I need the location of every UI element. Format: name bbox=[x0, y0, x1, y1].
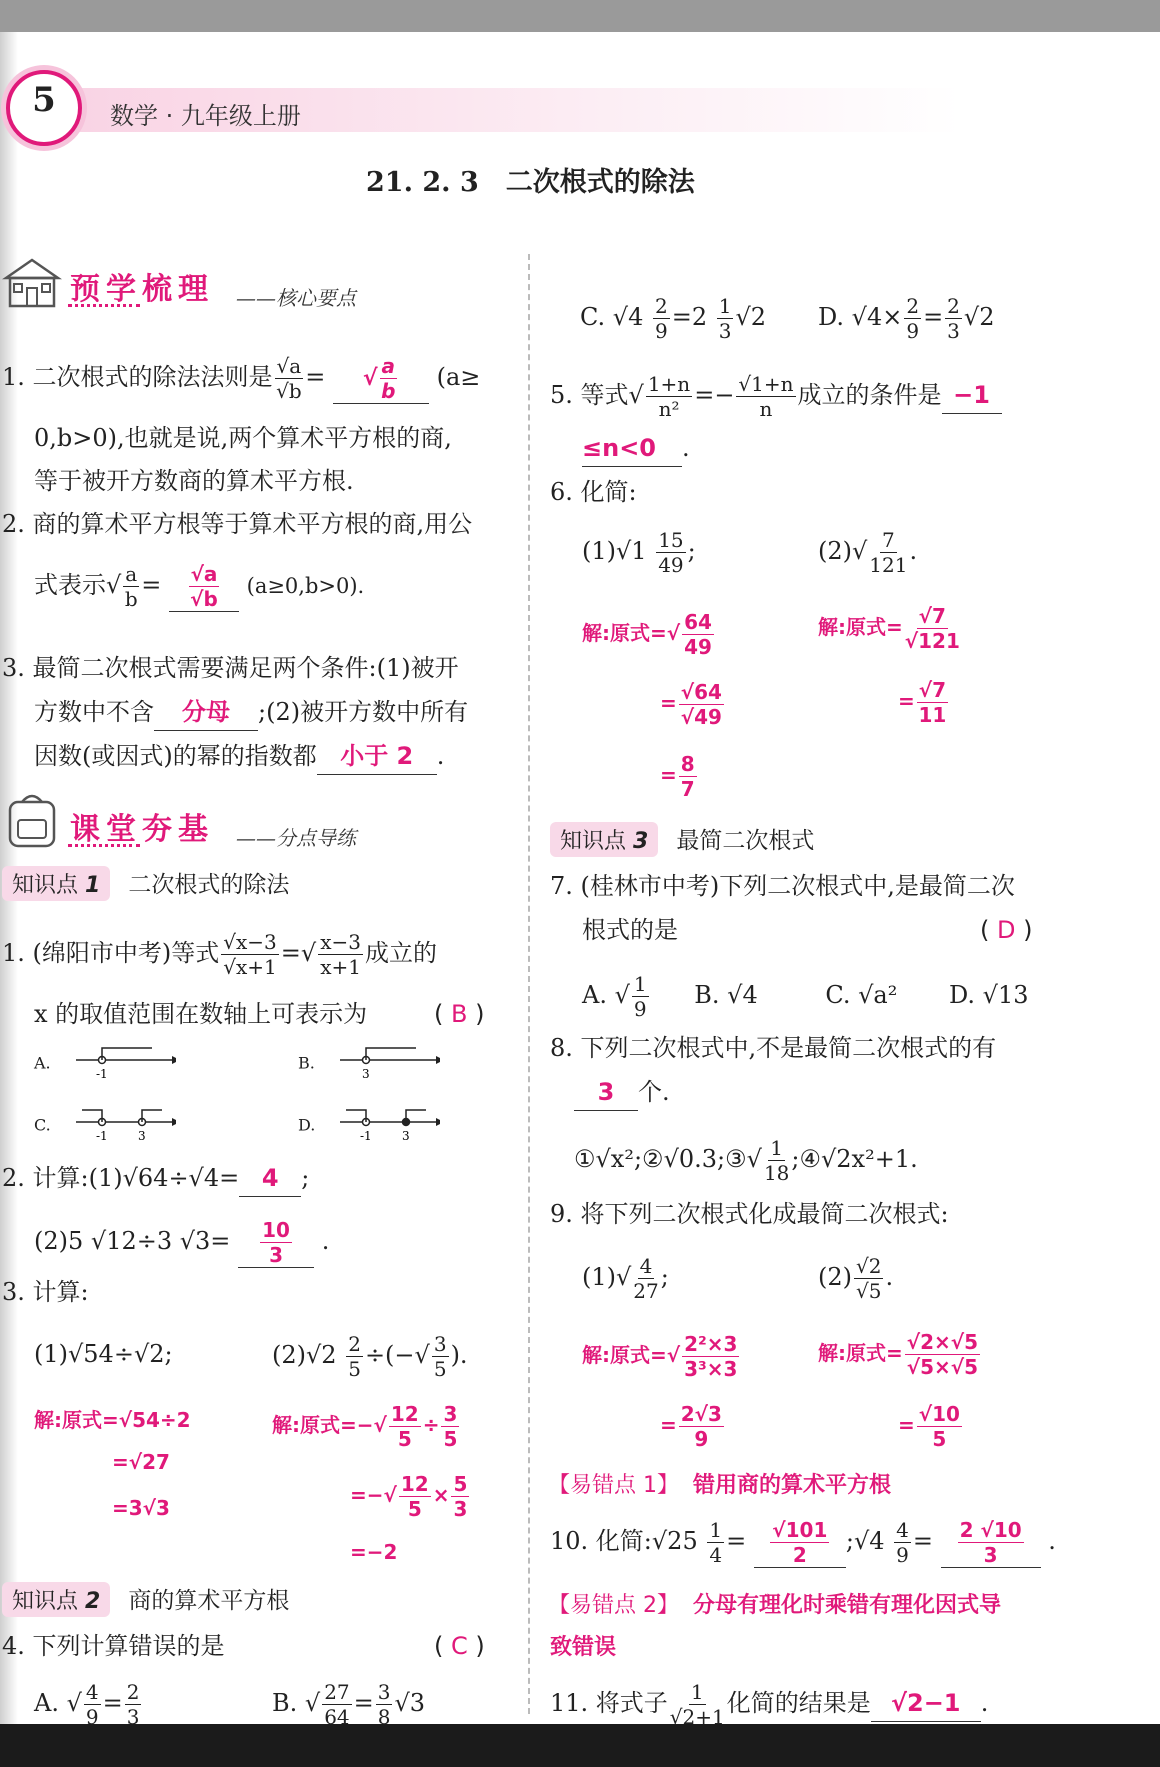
question-3-part-2: (2)√2 $\frac{2}{5}$ ÷(−√ $\frac{3}{5}$ ). bbox=[272, 1332, 468, 1381]
q1-option-b[interactable]: B. 3 bbox=[298, 1046, 440, 1082]
q3-solution-2-line2: =−√ $\frac{12}{5}$ × $\frac{5}{3}$ bbox=[350, 1472, 468, 1521]
preview-item-1-line2: 0,b>0),也就是说,两个算术平方根的商, bbox=[34, 424, 452, 452]
q9-solution-1-line1: 解:原式=√ $\frac{\text{2²×3}}{\text{3³×3}}$ bbox=[582, 1332, 738, 1381]
question-10: 10. 化简:√25 $\frac{1}{4}$ = $\frac{√101}{2}$ ;√4 $\frac{4}{9}$ = $\frac{2 √10}{3}$ . bbox=[550, 1518, 1056, 1567]
quotient-answer: $\frac{√a}{√b}$ bbox=[169, 562, 239, 612]
preview-item-3: 3. 最简二次根式需要满足两个条件:(1)被开 bbox=[2, 654, 459, 682]
q1-option-a[interactable]: A. -1 bbox=[34, 1046, 176, 1082]
preview-item-3-line2: 方数中不含 分母 ;(2)被开方数中所有 bbox=[34, 694, 468, 731]
question-8-items: ①√x²;②√0.3;③√ $\frac{1}{18}$ ;④√2x²+1. bbox=[574, 1136, 918, 1185]
rule-lhs: $\frac{√a}{√b}$ bbox=[276, 354, 302, 403]
question-6: 6. 化简: bbox=[550, 478, 637, 506]
knowledge-point-1: 知识点 1 二次根式的除法 bbox=[2, 866, 289, 901]
q2-answer-2: $\frac{10}{3}$ bbox=[238, 1218, 314, 1268]
classroom-dots bbox=[68, 844, 140, 847]
question-7: 7. (桂林市中考)下列二次根式中,是最简二次 bbox=[550, 872, 1015, 900]
knowledge-point-2: 知识点 2 商的算术平方根 bbox=[2, 1582, 289, 1617]
page bbox=[0, 32, 1160, 1724]
question-6-part-2: (2)√ $\frac{7}{121}$ . bbox=[818, 528, 918, 577]
q5-answer-part-1: −1 bbox=[942, 377, 1002, 414]
school-icon bbox=[2, 254, 62, 314]
q7-option-b[interactable]: B. √4 bbox=[694, 981, 758, 1009]
preview-item-1-line3: 等于被开方数商的算术平方根. bbox=[34, 467, 354, 495]
q5-answer-part-2: ≤n<0 bbox=[582, 430, 682, 467]
preview-subtitle: ——核心要点 bbox=[236, 286, 356, 310]
question-6-part-1: (1)√1 $\frac{15}{49}$ ; bbox=[582, 528, 696, 577]
question-1-line2: x 的取值范围在数轴上可表示为 ( B ) bbox=[34, 1000, 485, 1028]
preview-item-1: 1. 二次根式的除法法则是 $\frac{√a}{√b}$ = √ $\frac{a}{b}$ (a≥ bbox=[2, 354, 481, 403]
q6-solution-1-line3: = $\frac{8}{7}$ bbox=[660, 752, 695, 801]
q9-solution-2-line2: = $\frac{√10}{5}$ bbox=[898, 1402, 960, 1451]
q2-answer-1: 4 bbox=[239, 1160, 301, 1197]
q7-option-c[interactable]: C. √a² bbox=[825, 981, 898, 1009]
svg-text:-1: -1 bbox=[95, 1067, 108, 1081]
question-3: 3. 计算: bbox=[2, 1278, 89, 1306]
answer-denominator: 分母 bbox=[154, 694, 258, 731]
q6-solution-2-line2: = $\frac{√7}{11}$ bbox=[898, 678, 947, 727]
knowledge-point-3: 知识点 3 最简二次根式 bbox=[550, 822, 814, 857]
page-number: 5 bbox=[32, 80, 56, 120]
question-2: 2. 计算:(1)√64÷√4= 4 ; bbox=[2, 1160, 309, 1197]
column-divider bbox=[528, 254, 530, 1714]
number-line-d bbox=[320, 1108, 440, 1144]
question-7-line2: 根式的是 ( D ) bbox=[582, 916, 1033, 944]
preview-dots bbox=[68, 304, 140, 307]
question-8-line2: 3 个. bbox=[574, 1074, 670, 1111]
book-title: 数学 · 九年级上册 bbox=[110, 102, 301, 130]
q9-solution-2-line1: 解:原式= $\frac{√2\times√5}{√5\times√5}$ bbox=[818, 1330, 979, 1379]
q3-solution-2-line3: =−2 bbox=[350, 1540, 398, 1564]
q4-option-c[interactable]: C. √4 $\frac{2}{9}$ =2 $\frac{1}{3}$ √2 bbox=[580, 294, 767, 343]
q4-option-b[interactable]: B. √ $\frac{27}{64}$ = $\frac{3}{8}$ √3 bbox=[272, 1680, 426, 1724]
number-line-c bbox=[56, 1108, 176, 1144]
question-3-part-1: (1)√54÷√2; bbox=[34, 1340, 173, 1368]
question-4: 4. 下列计算错误的是 ( C ) bbox=[2, 1632, 485, 1660]
q7-options bbox=[582, 972, 1029, 1021]
q6-solution-2-line1: 解:原式= $\frac{√7}{√121}$ bbox=[818, 604, 960, 653]
preview-title: 预学梳理 bbox=[70, 272, 214, 307]
q6-solution-1-line1: 解:原式=√ $\frac{64}{49}$ bbox=[582, 610, 712, 659]
q11-answer: √2−1 bbox=[871, 1685, 981, 1722]
svg-text:3: 3 bbox=[402, 1129, 411, 1143]
q4-answer: C bbox=[451, 1632, 468, 1660]
q4-option-d[interactable]: D. √4× $\frac{2}{9}$ = $\frac{2}{3}$ √2 bbox=[818, 294, 995, 343]
preview-item-3-line3: 因数(或因式)的幂的指数都 小于 2 . bbox=[34, 738, 444, 775]
q1-answer: B bbox=[451, 1000, 468, 1028]
rule-answer: √ $\frac{a}{b}$ bbox=[333, 354, 429, 404]
answer-less-than-2: 小于 2 bbox=[317, 738, 437, 775]
question-8: 8. 下列二次根式中,不是最简二次根式的有 bbox=[550, 1034, 997, 1062]
number-line-a bbox=[56, 1046, 176, 1082]
q1-option-c[interactable]: C. -1 3 bbox=[34, 1108, 176, 1144]
q7-option-d[interactable]: D. √13 bbox=[949, 981, 1029, 1009]
section-title: 21. 2. 3 二次根式的除法 bbox=[366, 167, 695, 198]
error-point-2-line2: 致错误 bbox=[550, 1635, 617, 1660]
error-point-1: 【易错点 1】 错用商的算术平方根 bbox=[548, 1473, 892, 1498]
q8-answer: 3 bbox=[574, 1074, 638, 1111]
q6-solution-1-line2: = $\frac{√64}{√49}$ bbox=[660, 680, 722, 729]
bottom-bar bbox=[0, 1724, 1160, 1767]
page-number-badge bbox=[6, 70, 82, 146]
preview-item-2: 2. 商的算术平方根等于算术平方根的商,用公 bbox=[2, 510, 473, 538]
error-point-2: 【易错点 2】 分母有理化时乘错有理化因式导 bbox=[548, 1593, 1002, 1618]
q7-option-a[interactable]: A. √ $\frac{1}{9}$ bbox=[582, 972, 647, 1021]
question-2-line2: (2)5 √12÷3 √3= $\frac{10}{3}$ . bbox=[34, 1218, 330, 1267]
svg-text:-1: -1 bbox=[360, 1129, 373, 1143]
question-11: 11. 将式子 $\frac{1}{√2+1}$ 化简的结果是 √2−1 . bbox=[550, 1680, 989, 1724]
question-9-part-2: (2) $\frac{√2}{√5}$ . bbox=[818, 1254, 894, 1303]
question-9: 9. 将下列二次根式化成最简二次根式: bbox=[550, 1200, 949, 1228]
q9-solution-1-line2: = $\frac{2√3}{9}$ bbox=[660, 1402, 722, 1451]
q7-answer: D bbox=[997, 916, 1016, 944]
question-5-line2: ≤n<0 . bbox=[582, 430, 690, 467]
q3-solution-1-line2: =√27 bbox=[112, 1450, 170, 1474]
q4-option-a[interactable]: A. √ $\frac{4}{9}$ = $\frac{2}{3}$ bbox=[34, 1680, 140, 1724]
number-line-b bbox=[320, 1046, 440, 1082]
q3-solution-2-line1: 解:原式=−√ $\frac{12}{5}$ ÷ $\frac{3}{5}$ bbox=[272, 1402, 458, 1451]
svg-text:-1: -1 bbox=[95, 1129, 108, 1143]
classroom-subtitle: ——分点导练 bbox=[236, 826, 356, 850]
q3-solution-1-line3: =3√3 bbox=[112, 1496, 170, 1520]
question-1: 1. (绵阳市中考)等式 $\frac{√x-3}{√x+1}$ =√ $\frac{x-3}{x+1}$ 成立的 bbox=[2, 930, 437, 979]
question-9-part-1: (1)√ $\frac{4}{27}$ ; bbox=[582, 1254, 669, 1303]
svg-text:3: 3 bbox=[137, 1129, 146, 1143]
svg-text:3: 3 bbox=[361, 1067, 370, 1081]
q1-option-d[interactable]: D. -1 3 bbox=[298, 1108, 440, 1144]
question-5: 5. 等式√ $\frac{1+n}{\text{n²}}$ =− $\frac{√1+n}{n}$ 成立的条件是 −1 bbox=[550, 372, 1002, 421]
classroom-title: 课堂夯基 bbox=[70, 812, 214, 847]
q10-answer-1: $\frac{√101}{2}$ bbox=[754, 1518, 846, 1568]
backpack-icon bbox=[2, 788, 62, 854]
q3-solution-1-line1: 解:原式=√54÷2 bbox=[34, 1408, 191, 1432]
q10-answer-2: $\frac{2 √10}{3}$ bbox=[941, 1518, 1041, 1568]
preview-item-2-line2: 式表示√ $\frac{a}{b}$ = $\frac{√a}{√b}$ (a≥0,b>0). bbox=[34, 562, 365, 611]
